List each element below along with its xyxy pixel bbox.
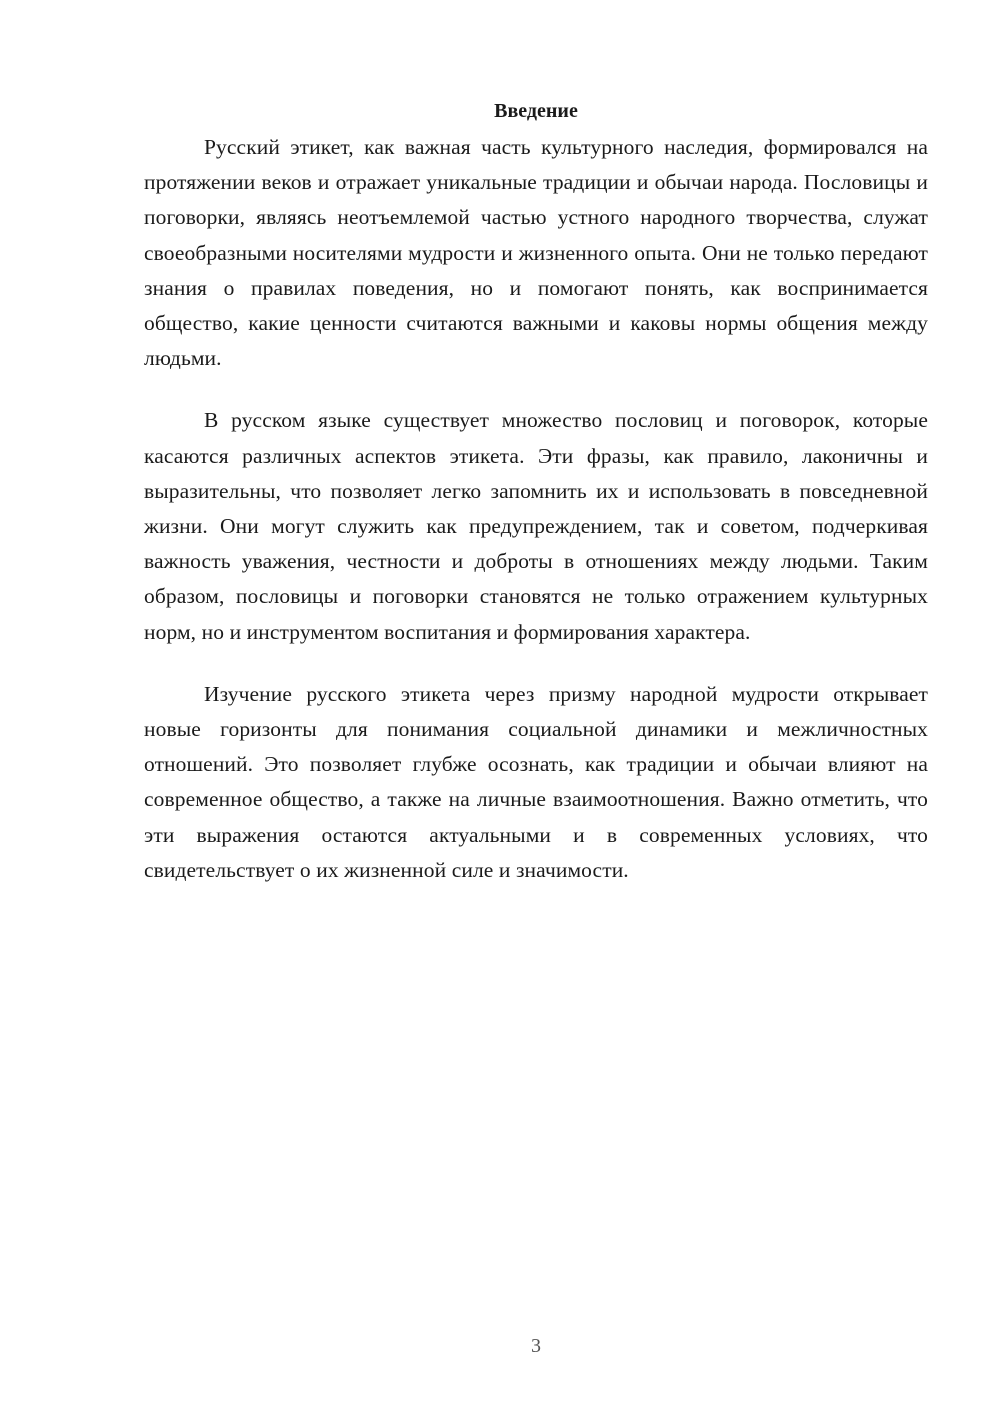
paragraph-3: Изучение русского этикета через призму народной мудрости открывает новые горизонты для понимания социальной динамики и межличностных отношений. Это позволяет глубже осознать, как традиции и обычаи влияют на современное общество, а также на личные взаимоотношения. Важно отметить, что эти выражения остаются актуальными и в современных условиях, что свидетельствует о их жизненной силе и значимости. — [144, 681, 928, 882]
page-number: 3 — [531, 1335, 541, 1357]
section-heading: Введение — [494, 100, 578, 122]
page-content — [144, 96, 928, 888]
paragraph-2: В русском языке существует множество пословиц и поговорок, которые касаются различных аспектов этикета. Эти фразы, как правило, лаконичны и выразительны, что позволяет легко запомнить их и использовать в повседневной жизни. Они могут служить как предупреждением, так и советом, подчеркивая важность уважения, честности и доброты в отношениях между людьми. Таким образом, пословицы и поговорки становятся не только отражением культурных норм, но и инструментом воспитания и формирования характера. — [144, 408, 928, 644]
paragraph-1: Русский этикет, как важная часть культурного наследия, формировался на протяжении веков и отражает уникальные традиции и обычаи народа. Пословицы и поговорки, являясь неотъемлемой частью устного народного творчества, служат своеобразными носителями мудрости и жизненного опыта. Они не только передают знания о правилах поведения, но и помогают понять, как воспринимается общество, какие ценности считаются важными и каковы нормы общения между людьми. — [144, 135, 928, 371]
